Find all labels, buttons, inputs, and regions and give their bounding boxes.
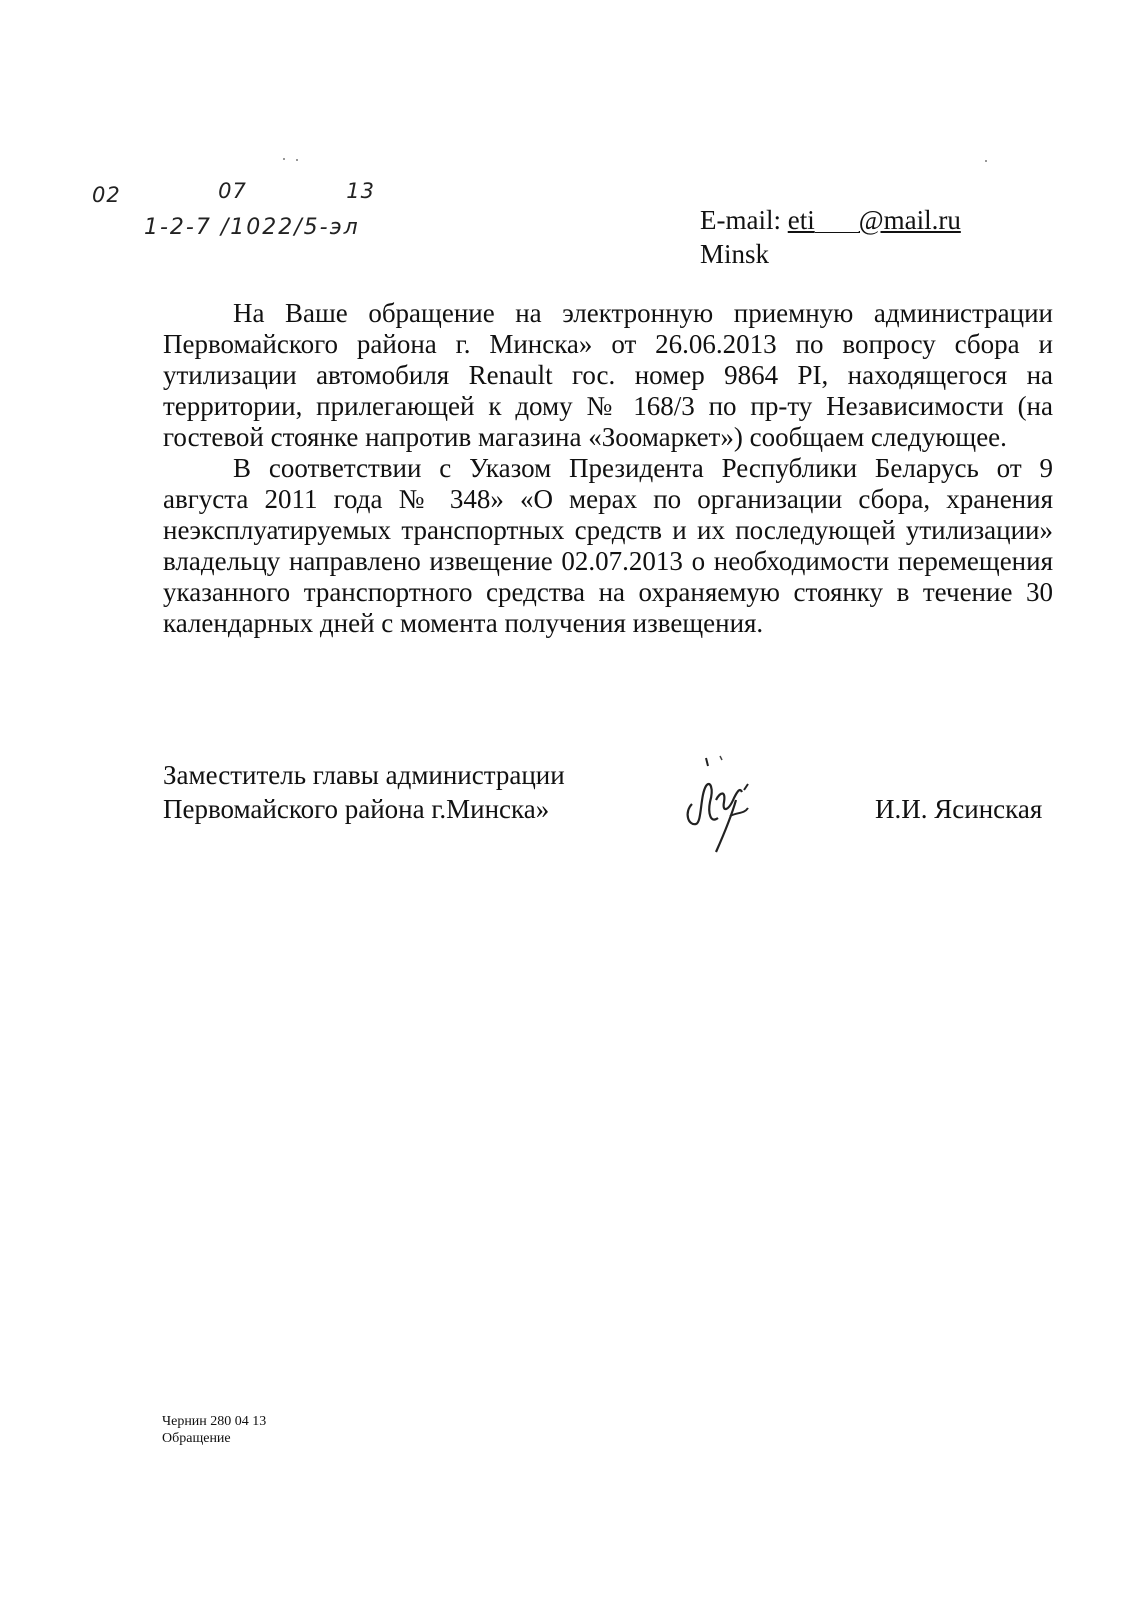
letter-body [163,298,1053,639]
scan-speck [283,158,285,160]
signatory-position-line-1: Заместитель главы администрации [163,760,565,790]
registration-day: 02 [92,183,121,207]
registration-year: 13 [346,179,375,203]
executor-info: Чернин 280 04 13 [162,1414,267,1429]
email-user: eti [787,205,815,235]
registration-date [92,179,375,207]
addressee-city: Minsk [700,239,770,269]
signatory-name: И.И. Ясинская [875,794,1043,824]
body-paragraph-2: В соответствии с Указом Президента Республики Беларусь от 9 августа 2011 года № 348» «О мерах по организации сбора, хранения неэксплуатируемых транспортных средств и их последующей утилизации» владельцу направлено извещение 02.07.2013 о необходимости перемещения указанного транспортного средства на охраняемую стоянку в течение 30 календарных дней с момента получения извещения. [163,453,1053,638]
executor-footer [162,1413,266,1447]
addressee-block [700,203,961,271]
email-redacted-gap [815,210,859,233]
email-label: E-mail: [700,205,781,235]
registration-mark [92,179,392,253]
document-type: Обращение [162,1431,231,1446]
registration-month: 07 [218,179,247,203]
signatory-position [163,758,565,826]
signatory-position-line-2: Первомайского района г.Минска» [163,794,550,824]
scan-speck [296,159,298,161]
handwritten-signature [680,752,780,862]
registration-number: 1-2-7 /1022/5-эл [144,215,360,240]
email-line [700,203,961,237]
body-paragraph-1: На Ваше обращение на электронную приемную администрации Первомайского района г. Минска» от 26.06.2013 по вопросу сбора и утилизации автомобиля Renault гос. номер 9864 PI, находящегося на территории, прилегающей к дому № 168/3 по пр-ту Независимости (на гостевой стоянке напротив магазина «Зоомаркет») сообщаем следующее. [163,298,1053,452]
email-domain: @mail.ru [858,205,961,235]
scan-speck [985,160,987,162]
